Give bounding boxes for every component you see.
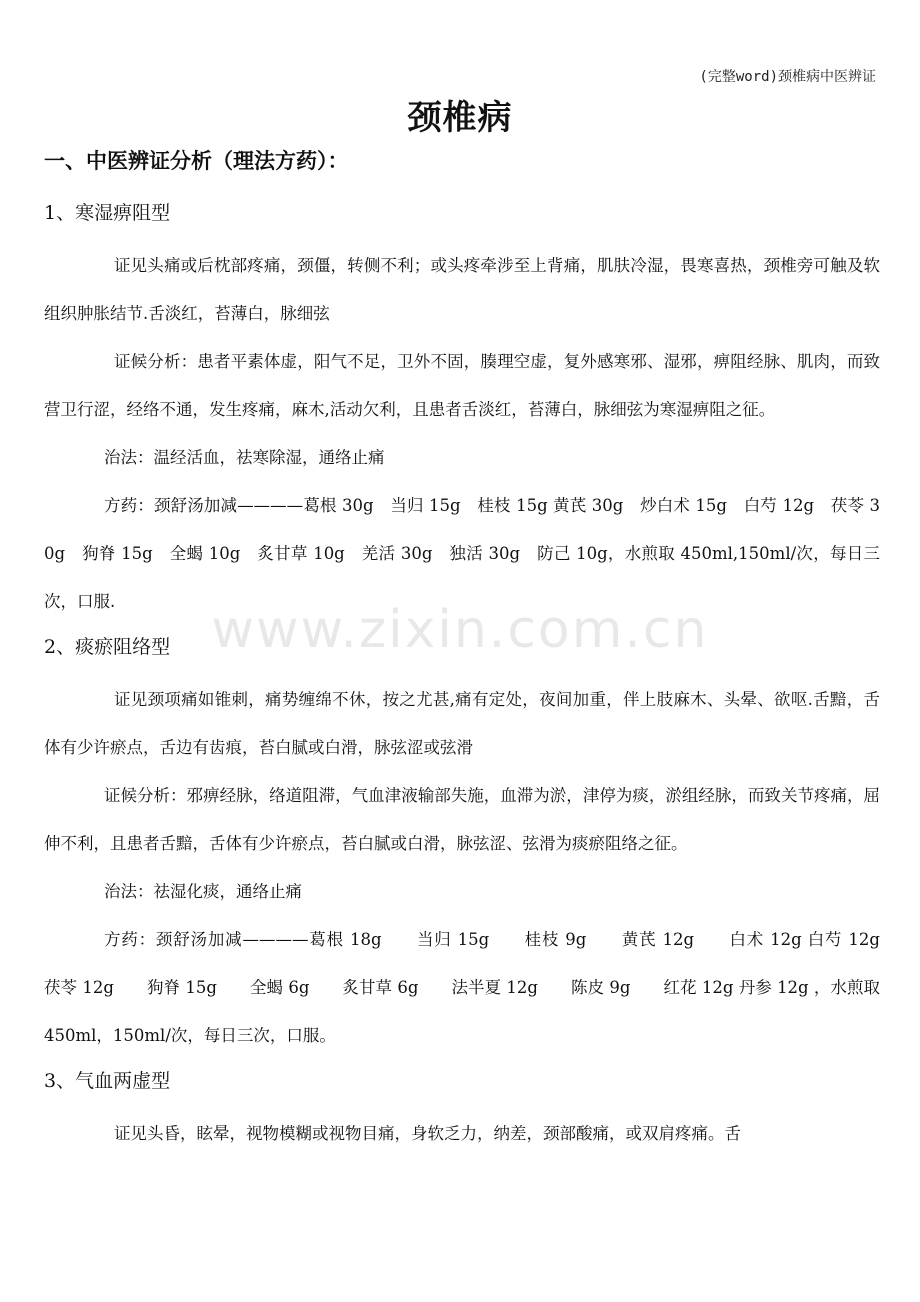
- symptoms-paragraph: 证见颈项痛如锥刺，痛势缠绵不休，按之尤甚,痛有定处，夜间加重，伴上肢麻木、头晕、欲呕.舌黯，舌体有少许瘀点，舌边有齿痕，苔白腻或白滑，脉弦涩或弦滑: [44, 690, 880, 757]
- section-heading: 一、中医辨证分析（理法方药）：: [44, 148, 349, 173]
- treatment-paragraph: 治法：祛湿化痰，通络止痛: [104, 882, 302, 901]
- prescription-paragraph: 方药：颈舒汤加减————葛根 18g 当归 15g 桂枝 9g 黄芪 12g 白术 12g 白芍 12g 茯苓 12g 狗脊 15g 全蝎 6g 炙甘草 6g 法半夏 12g 陈皮 9g 红花 12g 丹参 12g ，水煎取 450ml，150ml/次，每日三次，口服。: [44, 930, 913, 1045]
- type-heading-cold-damp: 1、寒湿痹阻型: [44, 202, 171, 224]
- running-header: (完整word)颈椎病中医辨证: [699, 69, 876, 85]
- analysis-paragraph: 证候分析：患者平素体虚，阳气不足，卫外不固，腠理空虚，复外感寒邪、湿邪，痹阻经脉、肌肉，而致营卫行涩，经络不通，发生疼痛，麻木,活动欠利，且患者舌淡红，苔薄白，脉细弦为寒湿痹阻之征。: [44, 352, 880, 419]
- treatment-paragraph: 治法：温经活血，祛寒除湿，通络止痛: [104, 448, 385, 467]
- document-body: [44, 146, 913, 1158]
- type-heading-qi-blood-deficiency: 3、气血两虚型: [44, 1070, 171, 1092]
- analysis-paragraph: 证候分析：邪痹经脉，络道阻滞，气血津液输部失施，血滞为淤，津停为痰，淤组经脉，而致关节疼痛，屈伸不利，且患者舌黯，舌体有少许瘀点，苔白腻或白滑，脉弦涩、弦滑为痰瘀阻络之征。: [44, 786, 880, 853]
- document-title: 颈椎病: [407, 98, 513, 138]
- watermark: www.zixin.com.cn: [211, 600, 709, 660]
- symptoms-paragraph: 证见头痛或后枕部疼痛，颈僵，转侧不利；或头疼牵涉至上背痛，肌肤冷湿，畏寒喜热，颈椎旁可触及软组织肿胀结节.舌淡红，苔薄白，脉细弦: [44, 256, 880, 323]
- symptoms-paragraph: 证见头昏，眩晕，视物模糊或视物目痛，身软乏力，纳差，颈部酸痛，或双肩疼痛。舌: [114, 1124, 741, 1143]
- prescription-paragraph: 方药：颈舒汤加减————葛根 30g 当归 15g 桂枝 15g 黄芪 30g 炒白术 15g 白芍 12g 茯苓 30g 狗脊 15g 全蝎 10g 炙甘草 10g 羌活 30g 独活 30g 防己 10g，水煎取 450ml,150ml/次，每日三次，口服.: [44, 496, 880, 611]
- type-heading-phlegm-stasis: 2、痰瘀阻络型: [44, 636, 171, 658]
